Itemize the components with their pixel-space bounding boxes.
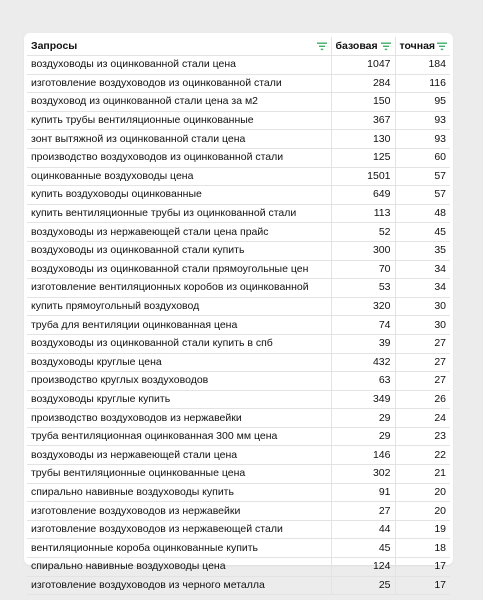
base-count-cell[interactable]: 91 bbox=[331, 483, 395, 502]
exact-count-cell[interactable]: 184 bbox=[395, 56, 450, 75]
base-count-cell[interactable]: 124 bbox=[331, 558, 395, 577]
exact-count-cell[interactable]: 93 bbox=[395, 111, 450, 130]
exact-count-cell[interactable]: 27 bbox=[395, 334, 450, 353]
query-cell[interactable]: купить воздуховоды оцинкованные bbox=[27, 186, 331, 205]
exact-count-cell[interactable]: 35 bbox=[395, 241, 450, 260]
query-cell[interactable]: труба вентиляционная оцинкованная 300 мм цена bbox=[27, 427, 331, 446]
table-row bbox=[27, 56, 450, 75]
query-cell[interactable]: купить прямоугольный воздуховод bbox=[27, 297, 331, 316]
base-count-cell[interactable]: 1047 bbox=[331, 56, 395, 75]
query-cell[interactable]: воздуховоды круглые цена bbox=[27, 353, 331, 372]
exact-count-cell[interactable]: 24 bbox=[395, 409, 450, 428]
exact-count-cell[interactable]: 17 bbox=[395, 576, 450, 595]
exact-count-cell[interactable]: 30 bbox=[395, 316, 450, 335]
query-cell[interactable]: воздуховоды из оцинкованной стали купить в спб bbox=[27, 334, 331, 353]
table-row bbox=[27, 186, 450, 205]
exact-count-cell[interactable]: 27 bbox=[395, 372, 450, 391]
query-cell[interactable]: воздуховоды из оцинкованной стали купить bbox=[27, 241, 331, 260]
exact-count-cell[interactable]: 45 bbox=[395, 223, 450, 242]
exact-count-cell[interactable]: 20 bbox=[395, 502, 450, 521]
base-count-cell[interactable]: 25 bbox=[331, 576, 395, 595]
query-cell[interactable]: воздуховоды из нержавеющей стали цена прайс bbox=[27, 223, 331, 242]
header-exact[interactable] bbox=[395, 37, 450, 56]
base-count-cell[interactable]: 74 bbox=[331, 316, 395, 335]
base-count-cell[interactable]: 284 bbox=[331, 74, 395, 93]
base-count-cell[interactable]: 432 bbox=[331, 353, 395, 372]
query-cell[interactable]: воздуховоды из нержавеющей стали цена bbox=[27, 446, 331, 465]
table-row bbox=[27, 539, 450, 558]
base-count-cell[interactable]: 113 bbox=[331, 204, 395, 223]
query-cell[interactable]: изготовление воздуховодов из нержавейки bbox=[27, 502, 331, 521]
exact-count-cell[interactable]: 34 bbox=[395, 279, 450, 298]
query-cell[interactable]: изготовление вентиляционных коробов из оцинкованной bbox=[27, 279, 331, 298]
query-cell[interactable]: изготовление воздуховодов из оцинкованной стали bbox=[27, 74, 331, 93]
table-row bbox=[27, 130, 450, 149]
table-row bbox=[27, 409, 450, 428]
base-count-cell[interactable]: 63 bbox=[331, 372, 395, 391]
query-cell[interactable]: купить вентиляционные трубы из оцинкованной стали bbox=[27, 204, 331, 223]
exact-count-cell[interactable]: 26 bbox=[395, 390, 450, 409]
exact-count-cell[interactable]: 30 bbox=[395, 297, 450, 316]
exact-count-cell[interactable]: 18 bbox=[395, 539, 450, 558]
header-row bbox=[27, 37, 450, 56]
query-cell[interactable]: производство круглых воздуховодов bbox=[27, 372, 331, 391]
query-cell[interactable]: вентиляционные короба оцинкованные купить bbox=[27, 539, 331, 558]
table-row bbox=[27, 279, 450, 298]
table-row bbox=[27, 446, 450, 465]
base-count-cell[interactable]: 367 bbox=[331, 111, 395, 130]
exact-count-cell[interactable]: 19 bbox=[395, 520, 450, 539]
table-row bbox=[27, 502, 450, 521]
header-base-label: базовая bbox=[335, 39, 378, 52]
table-row bbox=[27, 316, 450, 335]
exact-count-cell[interactable]: 20 bbox=[395, 483, 450, 502]
filter-icon[interactable] bbox=[317, 42, 327, 51]
filter-icon[interactable] bbox=[437, 42, 447, 51]
base-count-cell[interactable]: 29 bbox=[331, 409, 395, 428]
table-row bbox=[27, 204, 450, 223]
query-cell[interactable]: спирально навивные воздуховоды цена bbox=[27, 558, 331, 577]
table-row bbox=[27, 427, 450, 446]
table-row bbox=[27, 390, 450, 409]
table-row bbox=[27, 465, 450, 484]
query-cell[interactable]: производство воздуховодов из нержавейки bbox=[27, 409, 331, 428]
query-cell[interactable]: производство воздуховодов из оцинкованной стали bbox=[27, 148, 331, 167]
filter-icon[interactable] bbox=[381, 42, 391, 51]
query-cell[interactable]: оцинкованные воздуховоды цена bbox=[27, 167, 331, 186]
query-cell[interactable]: купить трубы вентиляционные оцинкованные bbox=[27, 111, 331, 130]
table-row bbox=[27, 93, 450, 112]
query-cell[interactable]: зонт вытяжной из оцинкованной стали цена bbox=[27, 130, 331, 149]
exact-count-cell[interactable]: 93 bbox=[395, 130, 450, 149]
exact-count-cell[interactable]: 116 bbox=[395, 74, 450, 93]
base-count-cell[interactable]: 27 bbox=[331, 502, 395, 521]
base-count-cell[interactable]: 45 bbox=[331, 539, 395, 558]
base-count-cell[interactable]: 125 bbox=[331, 148, 395, 167]
header-base[interactable] bbox=[331, 37, 395, 56]
base-count-cell[interactable]: 649 bbox=[331, 186, 395, 205]
exact-count-cell[interactable]: 17 bbox=[395, 558, 450, 577]
query-cell[interactable]: труба для вентиляции оцинкованная цена bbox=[27, 316, 331, 335]
base-count-cell[interactable]: 300 bbox=[331, 241, 395, 260]
base-count-cell[interactable]: 349 bbox=[331, 390, 395, 409]
query-cell[interactable]: трубы вентиляционные оцинкованные цена bbox=[27, 465, 331, 484]
exact-count-cell[interactable]: 48 bbox=[395, 204, 450, 223]
base-count-cell[interactable]: 52 bbox=[331, 223, 395, 242]
table-row bbox=[27, 353, 450, 372]
exact-count-cell[interactable]: 57 bbox=[395, 186, 450, 205]
base-count-cell[interactable]: 53 bbox=[331, 279, 395, 298]
table-row bbox=[27, 223, 450, 242]
base-count-cell[interactable]: 29 bbox=[331, 427, 395, 446]
table-row bbox=[27, 148, 450, 167]
exact-count-cell[interactable]: 23 bbox=[395, 427, 450, 446]
base-count-cell[interactable]: 320 bbox=[331, 297, 395, 316]
table-row bbox=[27, 372, 450, 391]
table-row bbox=[27, 111, 450, 130]
query-cell[interactable]: спирально навивные воздуховоды купить bbox=[27, 483, 331, 502]
base-count-cell[interactable]: 130 bbox=[331, 130, 395, 149]
base-count-cell[interactable]: 146 bbox=[331, 446, 395, 465]
query-cell[interactable]: изготовление воздуховодов из черного металла bbox=[27, 576, 331, 595]
table-row bbox=[27, 74, 450, 93]
table-row bbox=[27, 241, 450, 260]
table-row bbox=[27, 558, 450, 577]
base-count-cell[interactable]: 150 bbox=[331, 93, 395, 112]
header-query-label: Запросы bbox=[31, 39, 78, 52]
queries-table bbox=[27, 37, 450, 595]
base-count-cell[interactable]: 302 bbox=[331, 465, 395, 484]
query-cell[interactable]: воздуховод из оцинкованной стали цена за м2 bbox=[27, 93, 331, 112]
query-cell[interactable]: воздуховоды из оцинкованной стали цена bbox=[27, 56, 331, 75]
spreadsheet-card bbox=[24, 33, 453, 591]
table-row bbox=[27, 297, 450, 316]
table-row bbox=[27, 260, 450, 279]
query-cell[interactable]: воздуховоды из оцинкованной стали прямоугольные цен bbox=[27, 260, 331, 279]
exact-count-cell[interactable]: 34 bbox=[395, 260, 450, 279]
query-cell[interactable]: воздуховоды круглые купить bbox=[27, 390, 331, 409]
table-row bbox=[27, 167, 450, 186]
exact-count-cell[interactable]: 57 bbox=[395, 167, 450, 186]
base-count-cell[interactable]: 1501 bbox=[331, 167, 395, 186]
base-count-cell[interactable]: 70 bbox=[331, 260, 395, 279]
query-cell[interactable]: изготовление воздуховодов из нержавеющей стали bbox=[27, 520, 331, 539]
table-row bbox=[27, 334, 450, 353]
table-row bbox=[27, 520, 450, 539]
exact-count-cell[interactable]: 21 bbox=[395, 465, 450, 484]
exact-count-cell[interactable]: 22 bbox=[395, 446, 450, 465]
base-count-cell[interactable]: 39 bbox=[331, 334, 395, 353]
exact-count-cell[interactable]: 27 bbox=[395, 353, 450, 372]
base-count-cell[interactable]: 44 bbox=[331, 520, 395, 539]
table-row bbox=[27, 576, 450, 595]
table-row bbox=[27, 483, 450, 502]
header-query[interactable] bbox=[27, 37, 331, 56]
exact-count-cell[interactable]: 95 bbox=[395, 93, 450, 112]
header-exact-label: точная bbox=[399, 39, 436, 52]
exact-count-cell[interactable]: 60 bbox=[395, 148, 450, 167]
table-body bbox=[27, 56, 450, 595]
